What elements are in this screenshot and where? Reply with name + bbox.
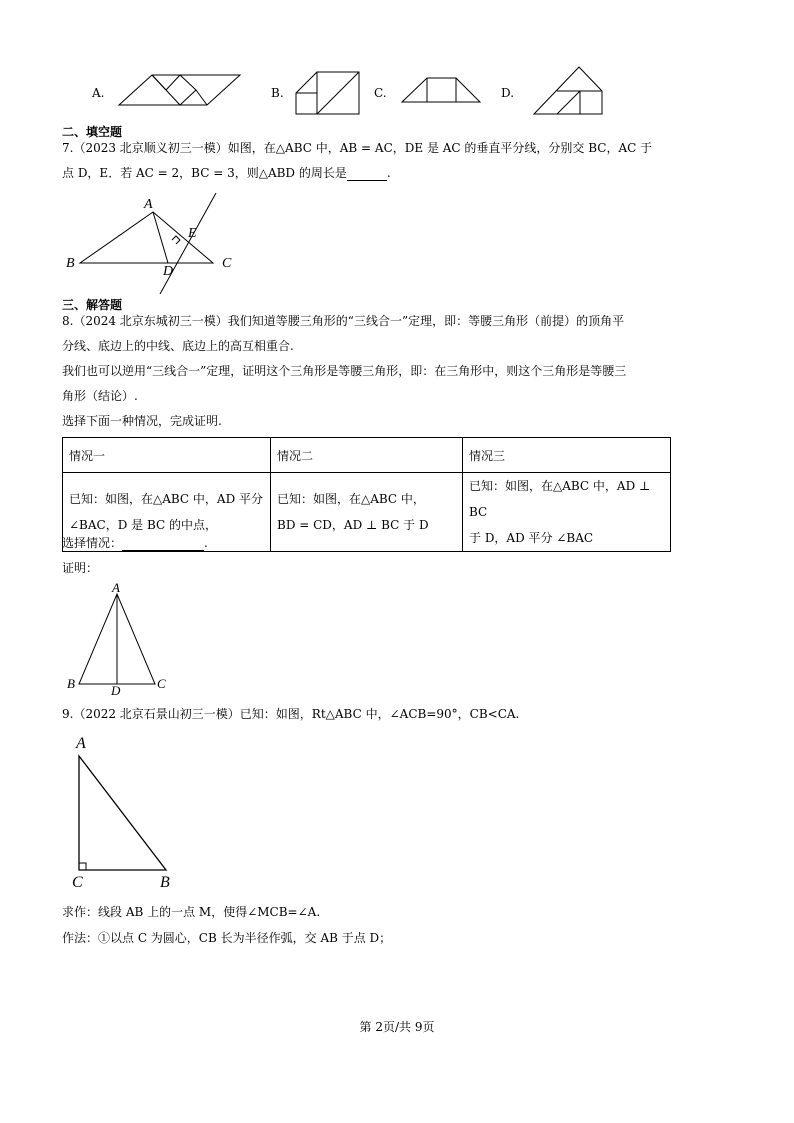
q7-label-b: B xyxy=(66,256,75,271)
q7-label-e: E xyxy=(188,226,197,241)
q8-label-d: D xyxy=(111,683,121,698)
section-title-fill-blank: 二、填空题 xyxy=(62,125,123,139)
q8-line3: 我们也可以逆用“三线合一”定理，证明这个三角形是等腰三角形，即：在三角形中，则这个三角形是等腰三 xyxy=(62,364,627,378)
q7-line2-text: 点 D，E．若 AC = 2，BC = 3，则△ABD 的周长是 xyxy=(62,166,347,180)
q9-method: 作法：①以点 C 为圆心，CB 长为半径作弧，交 AB 于点 D； xyxy=(62,931,392,945)
q9-line1: 9.（2022 北京石景山初三一模）已知：如图，Rt△ABC 中，∠ACB=90°，CB<CA. xyxy=(62,707,520,721)
q9-right-angle-mark xyxy=(79,863,86,870)
q8-case2-header[interactable]: 情况二 xyxy=(271,438,463,473)
q8-line4: 角形（结论）. xyxy=(62,389,138,403)
q8-label-a: A xyxy=(112,580,120,595)
q8-case2-line2: BD = CD，AD ⊥ BC 于 D xyxy=(277,518,429,532)
q8-case1-header[interactable]: 情况一 xyxy=(63,438,271,473)
q8-line2: 分线、底边上的中线、底边上的高互相重合. xyxy=(62,339,294,353)
q7-line2-end: . xyxy=(386,166,391,180)
q8-case3-line1: 已知：如图，在△ABC 中，AD ⊥ BC xyxy=(469,479,651,519)
q9-label-b: B xyxy=(160,874,170,891)
page-footer: 第 2页/共 9页 xyxy=(359,1020,435,1034)
q8-case3-header[interactable]: 情况三 xyxy=(463,438,671,473)
q7-line1: 7.（2023 北京顺义初三一模）如图，在△ABC 中，AB = AC，DE 是 AC 的垂直平分线，分别交 BC，AC 于 xyxy=(62,141,653,155)
q8-case1-line2: ∠BAC，D 是 BC 的中点， xyxy=(69,518,218,532)
q7-label-a: A xyxy=(144,197,153,212)
option-c-label: C. xyxy=(374,86,387,100)
q9-task: 求作：线段 AB 上的一点 M，使得∠MCB=∠A. xyxy=(62,905,321,919)
q9-label-c: C xyxy=(72,874,83,891)
option-d-label: D. xyxy=(501,86,515,100)
q8-case3-line2: 于 D，AD 平分 ∠BAC xyxy=(469,531,594,545)
q9-label-a: A xyxy=(76,735,86,752)
section-title-answer: 三、解答题 xyxy=(62,298,123,312)
q7-label-c: C xyxy=(222,256,232,271)
option-a-label: A. xyxy=(92,86,105,100)
q9-triangle xyxy=(79,756,166,870)
q8-choose-end: . xyxy=(204,536,208,550)
q8-label-b: B xyxy=(67,676,75,691)
option-b-label: B. xyxy=(271,86,284,100)
q8-choose-label: 选择情况： xyxy=(62,536,123,550)
q8-label-c: C xyxy=(157,676,166,691)
q7-label-d: D xyxy=(163,264,174,279)
q8-case1-line1: 已知：如图，在△ABC 中，AD 平分 xyxy=(69,492,264,506)
q8-line5: 选择下面一种情况，完成证明. xyxy=(62,414,222,428)
q8-line1: 8.（2024 北京东城初三一模）我们知道等腰三角形的“三线合一”定理，即：等腰三角形（前提）的顶角平 xyxy=(62,314,625,328)
q8-proof-label: 证明： xyxy=(62,561,99,575)
q8-case2-line1: 已知：如图，在△ABC 中， xyxy=(277,492,425,506)
